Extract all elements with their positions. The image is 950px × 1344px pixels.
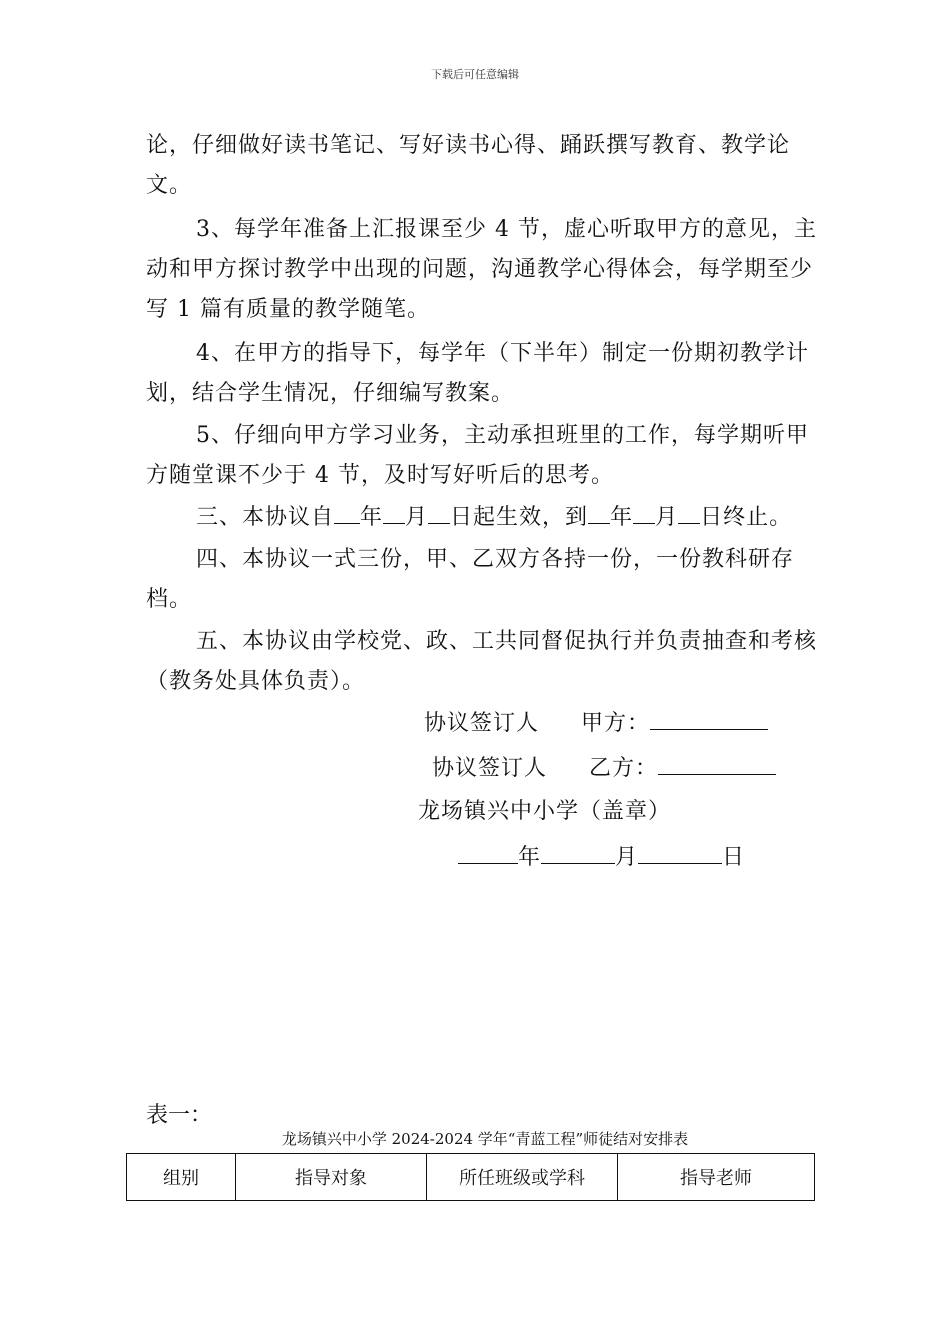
term-day-start: 日起生效，到 [450,505,589,530]
blank-year-start[interactable] [334,499,360,524]
date-year-blank[interactable] [458,839,518,864]
school-seal-line: 龙场镇兴中小学（盖章） [418,799,672,824]
table-title: 龙场镇兴中小学 2024-2024 学年“青蓝工程”师徒结对安排表 [281,1130,689,1148]
blank-month-end[interactable] [633,499,655,524]
paragraph-item-5: 5、仔细向甲方学习业务，主动承担班里的工作，每学期听甲方随堂课不少于 4 节，及时写好听后的思考。 [146,423,809,488]
blank-day-end[interactable] [678,499,700,524]
date-year-label: 年 [518,845,542,870]
signature-party-b [432,749,776,789]
date-month-blank[interactable] [541,839,615,864]
paragraph-term [146,498,826,538]
party-a-label: 甲方： [581,711,651,736]
date-month-label: 月 [615,845,639,870]
signing-date [458,838,745,878]
paragraph-copies: 四、本协议一式三份，甲、乙双方各持一份，一份教科研存档。 [146,547,795,612]
term-month-start: 月 [405,505,429,530]
header-note: 下载后可任意编辑 [431,68,519,81]
blank-year-end[interactable] [588,499,610,524]
party-b-label: 乙方： [589,756,659,781]
date-day-label: 日 [722,845,746,870]
blank-month-start[interactable] [383,499,405,524]
table-caption: 表一： [146,1103,213,1128]
date-day-blank[interactable] [638,839,722,864]
term-day-end: 日终止。 [700,505,793,530]
blank-day-start[interactable] [428,499,450,524]
party-a-signature-blank[interactable] [650,705,768,730]
paragraph-item-4: 4、在甲方的指导下，每学年（下半年）制定一份期初教学计划，结合学生情况，仔细编写教案。 [146,341,809,406]
header-group: 组别 [127,1154,236,1201]
party-b-signature-blank[interactable] [658,750,776,775]
paragraph-item-3: 3、每学年准备上汇报课至少 4 节，虚心听取甲方的意见，主动和甲方探讨教学中出现的问题，沟通教学心得体会，每学期至少写 1 篇有质量的教学随笔。 [146,217,817,322]
header-mentee: 指导对象 [236,1154,427,1201]
signer-a-label: 协议签订人 [424,711,540,736]
signature-party-a [424,704,768,744]
header-class-subject: 所任班级或学科 [427,1154,618,1201]
paragraph-continuation: 论，仔细做好读书笔记、写好读书心得、踊跃撰写教育、教学论文。 [146,133,791,198]
pairing-table [126,1153,815,1201]
signer-b-label: 协议签订人 [432,756,548,781]
term-year-start: 年 [360,505,384,530]
table-header-row [127,1154,815,1201]
header-mentor: 指导老师 [618,1154,815,1201]
paragraph-supervision: 五、本协议由学校党、政、工共同督促执行并负责抽查和考核（教务处具体负责）。 [146,629,818,694]
term-prefix: 三、本协议自 [196,505,335,530]
term-month-end: 月 [655,505,679,530]
term-year-end: 年 [610,505,634,530]
